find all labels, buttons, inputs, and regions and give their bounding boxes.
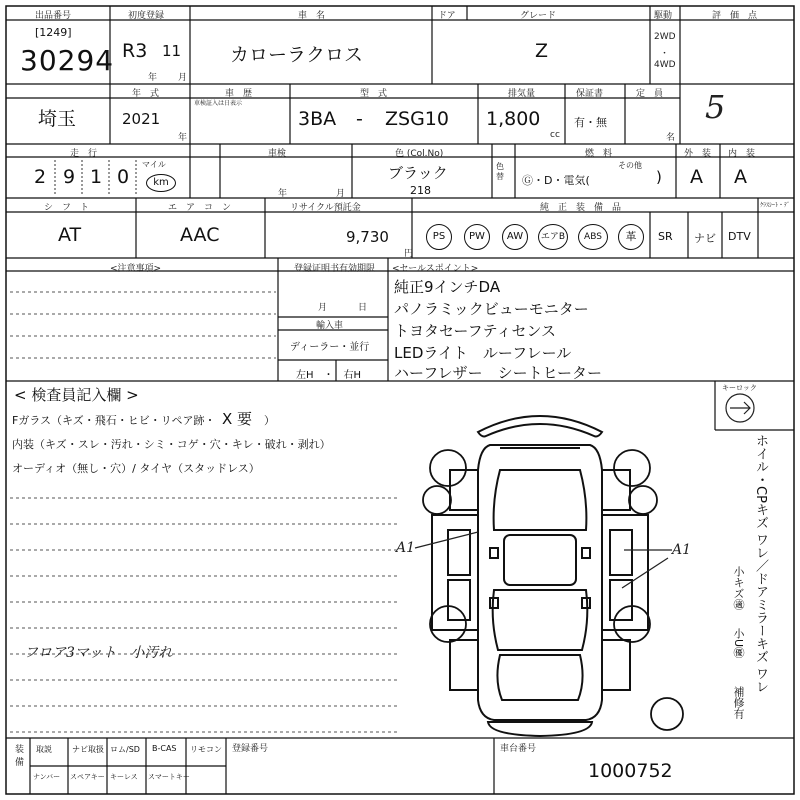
- interior: A: [734, 166, 747, 188]
- registration-day: 日: [358, 303, 368, 313]
- side-note-main: ホイル・CPキズ ワレ／ドアミラーキズ ワレ: [753, 434, 768, 694]
- mileage-digit-1: 2: [34, 166, 47, 188]
- displacement-label: 排気量: [508, 89, 536, 99]
- handwritten-note: フロア3マット 小汚れ: [24, 645, 173, 661]
- equip-dtv: DTV: [728, 230, 751, 243]
- mileage-digit-2: 9: [63, 166, 76, 188]
- interior-label: 内 装: [728, 149, 756, 159]
- fuel-close: ): [656, 168, 662, 186]
- grade: Z: [535, 40, 549, 62]
- fuel-label: 燃 料: [585, 149, 613, 159]
- equipment-label: 純 正 装 備 品: [540, 203, 622, 213]
- registration-month: 月: [318, 303, 328, 313]
- side-note-sub-1: 小キズ㊜: [732, 566, 745, 610]
- inspector-line-1-close: ）: [264, 414, 275, 427]
- inspection-note: 車検証入は日表示: [194, 100, 243, 107]
- inspector-line-2: 内装（キズ・スレ・汚れ・シミ・コゲ・穴・キレ・破れ・剥れ）: [12, 438, 331, 451]
- lot-no: 30294: [20, 44, 115, 77]
- first-reg-month: 11: [162, 42, 182, 60]
- model-year-unit: 年: [178, 133, 188, 143]
- footer-item-3: ロム/SD: [110, 745, 140, 754]
- capacity-label: 定 員: [636, 89, 664, 99]
- model-year-label: 年 式: [132, 89, 160, 99]
- inspector-title: < 検査員記入欄 >: [14, 386, 139, 404]
- ac: AAC: [180, 224, 220, 246]
- first-reg-month-unit: 月: [178, 73, 188, 83]
- drive-4wd: 4WD: [654, 60, 676, 70]
- grade-label: グレード: [520, 11, 557, 21]
- footer-item-2: ナビ取扱: [72, 745, 104, 754]
- diagram-mark-left: A1: [396, 540, 416, 556]
- mileage-unit: km: [146, 174, 176, 192]
- footer-item-9: スマートキー: [148, 773, 190, 781]
- footer-item-5: リモコン: [190, 745, 222, 754]
- displacement: 1,800: [486, 108, 541, 130]
- equip-navi: ナビ: [694, 232, 716, 245]
- handle-value: 左H ・ 右H: [296, 370, 362, 381]
- mileage-digit-4: 0: [117, 166, 130, 188]
- color-label: 色 (Col.No): [395, 149, 444, 159]
- recycle: 9,730: [346, 228, 389, 246]
- frame-no: 1000752: [588, 760, 673, 782]
- sales-point-3: トヨタセーフティセンス: [394, 322, 557, 340]
- shaken-label: 車検: [268, 149, 287, 159]
- key-label: キーロック: [722, 384, 757, 392]
- recycle-unit: 円: [404, 249, 414, 259]
- first-reg-label: 初度登録: [128, 11, 165, 21]
- color-code: 218: [410, 184, 431, 197]
- car-name-label: 車 名: [298, 11, 326, 21]
- door-label: ドア: [438, 11, 456, 21]
- inspector-line-1-mark: X 要: [222, 410, 253, 428]
- exterior-label: 外 装: [684, 149, 712, 159]
- equip-sr: SR: [658, 230, 673, 243]
- exterior: A: [690, 166, 703, 188]
- color-change-label: 色替: [496, 162, 504, 181]
- equip-aw: AW: [502, 224, 528, 250]
- footer-item-4: B-CAS: [152, 744, 177, 753]
- equip-ps: PS: [426, 224, 452, 250]
- caution-label: <注意事項>: [110, 264, 162, 274]
- region: 埼玉: [38, 108, 77, 130]
- side-note-sub-2: 小U㊝: [732, 628, 745, 659]
- sales-label: <セールスポイント>: [392, 264, 479, 274]
- equip-pw: PW: [464, 224, 490, 250]
- kyoukaku-label: ｸﾗｽｼｰﾄ・ﾃﾞ: [760, 202, 791, 209]
- shaken-month: 月: [336, 189, 346, 199]
- warranty-value: 有・無: [574, 116, 607, 129]
- type-prefix: 3BA: [298, 108, 337, 130]
- type-label: 型 式: [360, 89, 388, 99]
- type-dash: -: [356, 108, 363, 130]
- ac-label: エ ア コ ン: [168, 203, 232, 213]
- footer-item-7: スペアキー: [70, 773, 105, 781]
- inspection-label: 車 歴: [225, 89, 253, 99]
- drive-label: 駆動: [654, 11, 673, 21]
- sales-point-5: ハーフレザー シートヒーター: [394, 364, 603, 382]
- warranty-label: 保証書: [576, 89, 604, 99]
- sales-point-1: 純正9インチDA: [394, 278, 501, 296]
- sales-point-2: パノラミックビューモニター: [394, 300, 589, 318]
- reg-no-label: 登録番号: [232, 744, 269, 754]
- side-note-sub-3: 補修有: [732, 686, 745, 719]
- footer-item-8: キーレス: [110, 773, 138, 781]
- recycle-label: リサイクル預託金: [290, 203, 361, 213]
- score: 5: [705, 88, 726, 126]
- footer-item-6: ナンバー: [33, 773, 61, 781]
- footer-item-1: 取説: [36, 745, 52, 754]
- shaken-year: 年: [278, 189, 288, 199]
- shift-label: シ フ ト: [44, 203, 90, 213]
- import-label: 輸入車: [316, 321, 344, 331]
- frame-no-label: 車台番号: [500, 744, 537, 754]
- mileage-digit-3: 1: [90, 166, 103, 188]
- capacity-unit: 名: [666, 133, 676, 143]
- first-reg-era: R3: [122, 40, 148, 62]
- first-reg-year-unit: 年: [148, 73, 158, 83]
- inspector-line-3: オーディオ（無し・穴）/ タイヤ（スタッドレス）: [12, 462, 260, 475]
- lot-no-label: 出品番号: [35, 11, 72, 21]
- equip-leather: 革: [618, 224, 644, 250]
- lot-no-small: [1249]: [35, 26, 72, 39]
- drive-dot: ・: [660, 49, 670, 59]
- sales-point-4: LEDライト ルーフレール: [394, 344, 572, 362]
- diagram-mark-right: A1: [672, 542, 692, 558]
- registration-label: 登録证明书有効期限: [294, 264, 376, 274]
- import-value: ディーラー・並行: [290, 342, 370, 353]
- footer-side-label: 装備: [13, 744, 23, 770]
- score-label: 評 価 点: [712, 11, 758, 21]
- fuel-other: その他: [618, 161, 642, 170]
- drive-2wd: 2WD: [654, 32, 676, 42]
- equip-airbag: エアB: [538, 224, 568, 250]
- inspector-line-1: Fガラス（キズ・飛石・ヒビ・リペア跡・: [12, 414, 216, 427]
- model-year: 2021: [122, 110, 161, 128]
- equip-abs: ABS: [578, 224, 608, 250]
- mileage-label: 走 行: [70, 149, 98, 159]
- mileage-unit-top: マイル: [142, 160, 166, 169]
- displacement-unit: cc: [550, 130, 560, 140]
- type-code: ZSG10: [385, 108, 449, 130]
- shift: AT: [58, 224, 82, 246]
- color: ブラック: [388, 164, 448, 182]
- fuel-options: Ⓖ・D・電気(: [522, 174, 590, 187]
- car-name: カローラクロス: [230, 44, 364, 66]
